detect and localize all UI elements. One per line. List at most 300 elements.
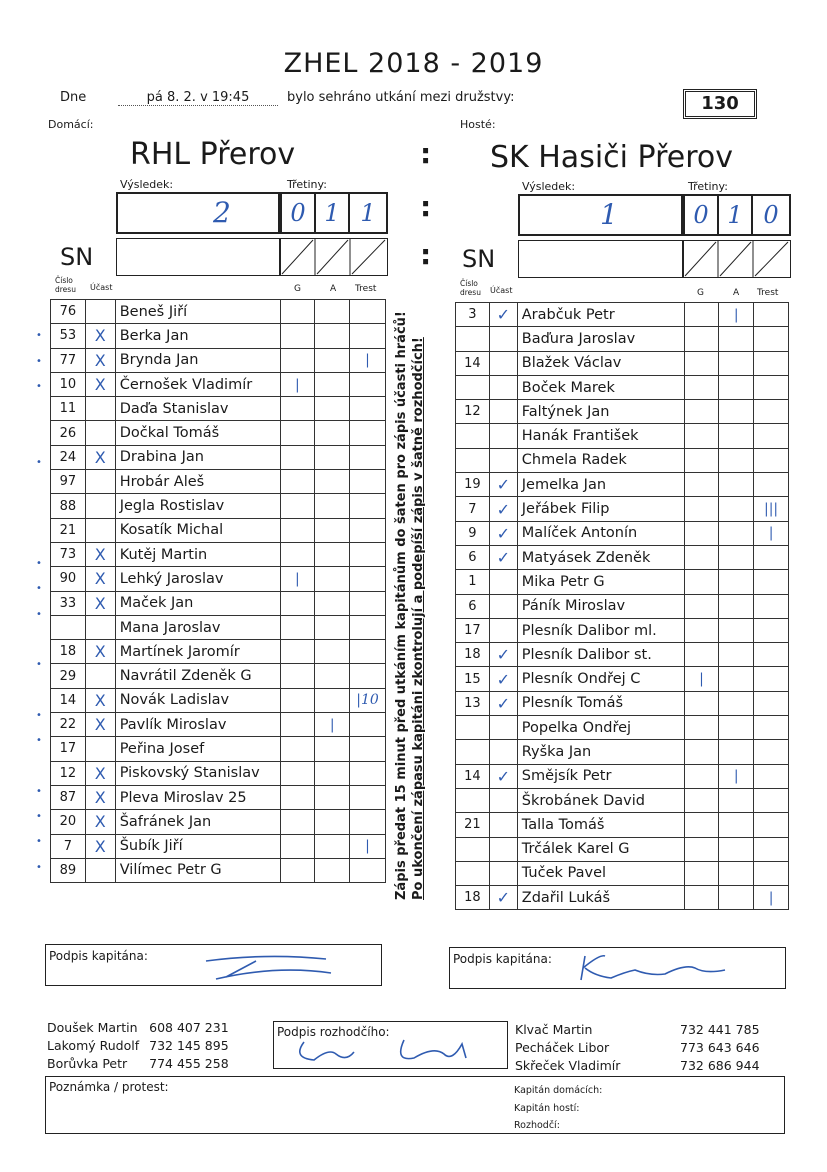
goals-cell[interactable] — [280, 397, 315, 421]
assists-cell[interactable] — [315, 688, 350, 712]
assists-cell[interactable] — [719, 594, 754, 618]
player-name-cell[interactable]: Pleva Miroslav 25 — [115, 785, 280, 809]
assists-cell[interactable] — [719, 400, 754, 424]
jersey-number-cell[interactable]: 18 — [456, 886, 490, 910]
attendance-cell[interactable]: ✓ — [489, 667, 517, 691]
player-name-cell[interactable]: Plesník Ondřej C — [517, 667, 684, 691]
assists-cell[interactable] — [315, 810, 350, 834]
penalty-cell[interactable] — [754, 570, 789, 594]
notes-box[interactable] — [45, 1076, 785, 1134]
player-name-cell[interactable]: Daďa Stanislav — [115, 397, 280, 421]
jersey-number-cell[interactable]: 12 — [456, 400, 490, 424]
penalty-cell[interactable] — [350, 397, 386, 421]
goals-cell[interactable] — [684, 545, 719, 569]
assists-cell[interactable] — [719, 788, 754, 812]
player-name-cell[interactable]: Trčálek Karel G — [517, 837, 684, 861]
penalty-cell[interactable] — [350, 300, 386, 324]
player-name-cell[interactable]: Plesník Dalibor st. — [517, 643, 684, 667]
player-name-cell[interactable]: Černošek Vladimír — [115, 372, 280, 396]
player-name-cell[interactable]: Dočkal Tomáš — [115, 421, 280, 445]
player-name-cell[interactable]: Kutěj Martin — [115, 542, 280, 566]
player-name-cell[interactable]: Berka Jan — [115, 324, 280, 348]
attendance-cell[interactable] — [489, 448, 517, 472]
penalty-cell[interactable] — [350, 785, 386, 809]
attendance-cell[interactable]: ✓ — [489, 545, 517, 569]
penalty-cell[interactable] — [754, 327, 789, 351]
assists-cell[interactable] — [315, 761, 350, 785]
attendance-cell[interactable]: X — [85, 542, 115, 566]
player-name-cell[interactable]: Vilímec Petr G — [115, 858, 280, 882]
jersey-number-cell[interactable]: 11 — [51, 397, 86, 421]
player-name-cell[interactable]: Kosatík Michal — [115, 518, 280, 542]
jersey-number-cell[interactable]: 6 — [456, 545, 490, 569]
goals-cell[interactable] — [684, 351, 719, 375]
jersey-number-cell[interactable]: 17 — [51, 737, 86, 761]
penalty-cell[interactable]: | — [754, 886, 789, 910]
penalty-cell[interactable] — [350, 591, 386, 615]
jersey-number-cell[interactable] — [456, 424, 490, 448]
player-name-cell[interactable]: Páník Miroslav — [517, 594, 684, 618]
jersey-number-cell[interactable]: 29 — [51, 664, 86, 688]
goals-cell[interactable]: | — [684, 667, 719, 691]
attendance-cell[interactable]: X — [85, 785, 115, 809]
attendance-cell[interactable] — [489, 788, 517, 812]
penalty-cell[interactable] — [754, 837, 789, 861]
jersey-number-cell[interactable]: 33 — [51, 591, 86, 615]
attendance-cell[interactable]: X — [85, 810, 115, 834]
goals-cell[interactable] — [684, 521, 719, 545]
assists-cell[interactable] — [719, 861, 754, 885]
attendance-cell[interactable] — [85, 664, 115, 688]
home-captain-signature-box[interactable] — [45, 944, 382, 986]
goals-cell[interactable] — [280, 858, 315, 882]
player-name-cell[interactable]: Beneš Jiří — [115, 300, 280, 324]
penalty-cell[interactable]: | — [350, 348, 386, 372]
penalty-cell[interactable] — [754, 400, 789, 424]
jersey-number-cell[interactable]: 17 — [456, 618, 490, 642]
assists-cell[interactable] — [315, 445, 350, 469]
player-name-cell[interactable]: Šubík Jiří — [115, 834, 280, 858]
player-name-cell[interactable]: Novák Ladislav — [115, 688, 280, 712]
penalty-cell[interactable] — [350, 640, 386, 664]
attendance-cell[interactable] — [489, 861, 517, 885]
assists-cell[interactable] — [719, 545, 754, 569]
goals-cell[interactable] — [684, 448, 719, 472]
jersey-number-cell[interactable]: 10 — [51, 372, 86, 396]
goals-cell[interactable] — [280, 713, 315, 737]
attendance-cell[interactable] — [85, 494, 115, 518]
player-name-cell[interactable]: Zdařil Lukáš — [517, 886, 684, 910]
referee-signature-box[interactable] — [273, 1021, 508, 1069]
jersey-number-cell[interactable]: 22 — [51, 713, 86, 737]
attendance-cell[interactable]: X — [85, 640, 115, 664]
goals-cell[interactable] — [684, 570, 719, 594]
assists-cell[interactable] — [315, 324, 350, 348]
player-name-cell[interactable]: Baďura Jaroslav — [517, 327, 684, 351]
jersey-number-cell[interactable]: 14 — [456, 351, 490, 375]
attendance-cell[interactable] — [489, 570, 517, 594]
goals-cell[interactable]: | — [280, 372, 315, 396]
penalty-cell[interactable]: | — [350, 834, 386, 858]
attendance-cell[interactable]: ✓ — [489, 643, 517, 667]
assists-cell[interactable] — [315, 858, 350, 882]
player-name-cell[interactable]: Jeřábek Filip — [517, 497, 684, 521]
jersey-number-cell[interactable]: 18 — [456, 643, 490, 667]
jersey-number-cell[interactable]: 18 — [51, 640, 86, 664]
penalty-cell[interactable] — [350, 713, 386, 737]
jersey-number-cell[interactable]: 87 — [51, 785, 86, 809]
jersey-number-cell[interactable] — [456, 861, 490, 885]
player-name-cell[interactable]: Mana Jaroslav — [115, 615, 280, 639]
jersey-number-cell[interactable]: 90 — [51, 567, 86, 591]
goals-cell[interactable] — [280, 688, 315, 712]
assists-cell[interactable] — [315, 300, 350, 324]
jersey-number-cell[interactable] — [456, 837, 490, 861]
player-name-cell[interactable]: Škrobánek David — [517, 788, 684, 812]
attendance-cell[interactable]: X — [85, 834, 115, 858]
assists-cell[interactable]: | — [719, 303, 754, 327]
goals-cell[interactable] — [684, 303, 719, 327]
attendance-cell[interactable]: X — [85, 348, 115, 372]
penalty-cell[interactable] — [350, 737, 386, 761]
assists-cell[interactable] — [315, 785, 350, 809]
player-name-cell[interactable]: Maček Jan — [115, 591, 280, 615]
goals-cell[interactable] — [684, 691, 719, 715]
penalty-cell[interactable] — [350, 470, 386, 494]
goals-cell[interactable] — [280, 324, 315, 348]
player-name-cell[interactable]: Mika Petr G — [517, 570, 684, 594]
player-name-cell[interactable]: Plesník Dalibor ml. — [517, 618, 684, 642]
away-captain-signature-box[interactable] — [449, 947, 786, 989]
player-name-cell[interactable]: Matyásek Zdeněk — [517, 545, 684, 569]
assists-cell[interactable] — [719, 837, 754, 861]
goals-cell[interactable] — [280, 785, 315, 809]
penalty-cell[interactable] — [350, 567, 386, 591]
assists-cell[interactable] — [315, 591, 350, 615]
jersey-number-cell[interactable] — [456, 716, 490, 740]
assists-cell[interactable] — [719, 691, 754, 715]
away-period-1-value: 0 — [693, 201, 709, 229]
assists-cell[interactable] — [315, 397, 350, 421]
jersey-number-cell[interactable]: 3 — [456, 303, 490, 327]
attendance-cell[interactable] — [489, 351, 517, 375]
goals-cell[interactable] — [280, 470, 315, 494]
attendance-cell[interactable] — [85, 858, 115, 882]
penalty-cell[interactable] — [754, 351, 789, 375]
penalty-cell[interactable] — [350, 445, 386, 469]
assists-cell[interactable] — [315, 372, 350, 396]
goals-cell[interactable] — [684, 813, 719, 837]
penalty-cell[interactable] — [350, 324, 386, 348]
player-name-cell[interactable]: Hrobár Aleš — [115, 470, 280, 494]
attendance-cell[interactable] — [85, 300, 115, 324]
goals-cell[interactable] — [684, 594, 719, 618]
attendance-cell[interactable]: X — [85, 688, 115, 712]
jersey-number-cell[interactable]: 76 — [51, 300, 86, 324]
jersey-number-cell[interactable]: 77 — [51, 348, 86, 372]
assists-cell[interactable] — [719, 740, 754, 764]
player-name-cell[interactable]: Martínek Jaromír — [115, 640, 280, 664]
goals-cell[interactable] — [684, 837, 719, 861]
player-name-cell[interactable]: Blažek Václav — [517, 351, 684, 375]
goals-cell[interactable] — [280, 445, 315, 469]
penalty-cell[interactable] — [754, 473, 789, 497]
penalty-cell[interactable] — [754, 424, 789, 448]
goals-cell[interactable] — [684, 643, 719, 667]
attendance-cell[interactable]: X — [85, 713, 115, 737]
attendance-dot-mark: • — [36, 583, 42, 595]
assists-cell[interactable] — [719, 424, 754, 448]
jersey-number-cell[interactable]: 89 — [51, 858, 86, 882]
jersey-number-cell[interactable]: 97 — [51, 470, 86, 494]
jersey-number-cell[interactable] — [456, 327, 490, 351]
penalty-cell[interactable] — [754, 667, 789, 691]
assists-cell[interactable] — [719, 643, 754, 667]
goals-cell[interactable] — [280, 834, 315, 858]
penalty-cell[interactable]: | — [754, 521, 789, 545]
player-name-cell[interactable]: Popelka Ondřej — [517, 716, 684, 740]
goals-cell[interactable] — [280, 300, 315, 324]
assists-cell[interactable] — [315, 640, 350, 664]
assists-cell[interactable] — [719, 351, 754, 375]
goals-cell[interactable] — [684, 618, 719, 642]
assists-cell[interactable] — [315, 518, 350, 542]
goals-cell[interactable] — [280, 761, 315, 785]
penalty-cell[interactable] — [754, 691, 789, 715]
jersey-number-cell[interactable] — [51, 615, 86, 639]
jersey-number-cell[interactable]: 15 — [456, 667, 490, 691]
jersey-number-cell[interactable]: 21 — [456, 813, 490, 837]
goals-cell[interactable] — [280, 664, 315, 688]
jersey-number-cell[interactable]: 73 — [51, 542, 86, 566]
attendance-cell[interactable] — [489, 400, 517, 424]
jersey-number-cell[interactable]: 1 — [456, 570, 490, 594]
player-name-cell[interactable]: Ryška Jan — [517, 740, 684, 764]
goals-cell[interactable] — [280, 640, 315, 664]
jersey-number-cell[interactable]: 88 — [51, 494, 86, 518]
goals-cell[interactable] — [280, 542, 315, 566]
attendance-cell[interactable] — [85, 470, 115, 494]
jersey-number-cell[interactable]: 14 — [456, 764, 490, 788]
goals-cell[interactable] — [280, 494, 315, 518]
goals-cell[interactable] — [280, 518, 315, 542]
penalty-cell[interactable] — [350, 664, 386, 688]
jersey-number-cell[interactable]: 21 — [51, 518, 86, 542]
penalty-cell[interactable] — [350, 372, 386, 396]
penalty-cell[interactable]: ||| — [754, 497, 789, 521]
attendance-cell[interactable]: X — [85, 567, 115, 591]
assists-cell[interactable] — [719, 521, 754, 545]
player-name-cell[interactable]: Piskovský Stanislav — [115, 761, 280, 785]
assists-cell[interactable] — [315, 567, 350, 591]
penalty-cell[interactable] — [350, 858, 386, 882]
penalty-cell[interactable] — [350, 615, 386, 639]
player-name-cell[interactable]: Tuček Pavel — [517, 861, 684, 885]
assists-cell[interactable] — [315, 470, 350, 494]
goals-cell[interactable] — [280, 810, 315, 834]
jersey-number-cell[interactable] — [456, 375, 490, 399]
attendance-cell[interactable]: ✓ — [489, 521, 517, 545]
jersey-number-cell[interactable]: 26 — [51, 421, 86, 445]
penalty-cell[interactable] — [754, 545, 789, 569]
penalty-cell[interactable] — [350, 810, 386, 834]
attendance-cell[interactable]: X — [85, 372, 115, 396]
player-name-cell[interactable]: Boček Marek — [517, 375, 684, 399]
goals-cell[interactable] — [684, 886, 719, 910]
assists-cell[interactable] — [719, 813, 754, 837]
player-name-cell[interactable]: Peřina Josef — [115, 737, 280, 761]
jersey-number-cell[interactable] — [456, 448, 490, 472]
penalty-cell[interactable] — [754, 861, 789, 885]
goals-cell[interactable]: | — [280, 567, 315, 591]
goals-cell[interactable] — [280, 615, 315, 639]
jersey-number-cell[interactable]: 53 — [51, 324, 86, 348]
goals-cell[interactable] — [684, 424, 719, 448]
assists-cell[interactable] — [719, 618, 754, 642]
goals-cell[interactable] — [684, 788, 719, 812]
penalty-cell[interactable]: |10 — [350, 688, 386, 712]
attendance-cell[interactable]: ✓ — [489, 764, 517, 788]
attendance-cell[interactable] — [489, 375, 517, 399]
player-name-cell[interactable]: Jemelka Jan — [517, 473, 684, 497]
attendance-cell[interactable] — [489, 740, 517, 764]
penalty-cell[interactable] — [754, 643, 789, 667]
attendance-cell[interactable] — [85, 397, 115, 421]
assists-cell[interactable] — [315, 348, 350, 372]
penalty-cell[interactable] — [350, 542, 386, 566]
penalty-cell[interactable] — [754, 375, 789, 399]
goals-cell[interactable] — [280, 737, 315, 761]
attendance-cell[interactable] — [489, 594, 517, 618]
player-name-cell[interactable]: Talla Tomáš — [517, 813, 684, 837]
jersey-number-cell[interactable]: 6 — [456, 594, 490, 618]
goals-cell[interactable] — [684, 716, 719, 740]
jersey-number-cell[interactable]: 7 — [51, 834, 86, 858]
assists-cell[interactable]: | — [315, 713, 350, 737]
assists-cell[interactable] — [315, 664, 350, 688]
goals-cell[interactable] — [280, 421, 315, 445]
assists-cell[interactable] — [315, 737, 350, 761]
player-name-cell[interactable]: Faltýnek Jan — [517, 400, 684, 424]
penalty-cell[interactable] — [350, 494, 386, 518]
player-name-cell[interactable]: Šafránek Jan — [115, 810, 280, 834]
assists-cell[interactable] — [719, 497, 754, 521]
attendance-cell[interactable] — [489, 813, 517, 837]
player-name-cell[interactable]: Chmela Radek — [517, 448, 684, 472]
penalty-cell[interactable] — [350, 761, 386, 785]
assists-cell[interactable] — [719, 667, 754, 691]
attendance-cell[interactable] — [489, 837, 517, 861]
attendance-cell[interactable] — [489, 327, 517, 351]
attendance-cell[interactable] — [85, 421, 115, 445]
goals-cell[interactable] — [684, 400, 719, 424]
assists-cell[interactable] — [719, 716, 754, 740]
goals-cell[interactable] — [684, 497, 719, 521]
jersey-number-cell[interactable]: 20 — [51, 810, 86, 834]
attendance-cell[interactable] — [85, 518, 115, 542]
goals-cell[interactable] — [684, 740, 719, 764]
penalty-cell[interactable] — [754, 594, 789, 618]
player-name-cell[interactable]: Jegla Rostislav — [115, 494, 280, 518]
penalty-cell[interactable] — [350, 421, 386, 445]
attendance-cell[interactable] — [489, 424, 517, 448]
player-name-cell[interactable]: Pavlík Miroslav — [115, 713, 280, 737]
jersey-number-cell[interactable]: 14 — [51, 688, 86, 712]
jersey-number-cell[interactable]: 13 — [456, 691, 490, 715]
penalty-cell[interactable] — [754, 813, 789, 837]
attendance-cell[interactable]: ✓ — [489, 691, 517, 715]
jersey-number-cell[interactable]: 7 — [456, 497, 490, 521]
assists-cell[interactable] — [719, 473, 754, 497]
penalty-cell[interactable] — [754, 740, 789, 764]
assists-cell[interactable] — [719, 886, 754, 910]
player-name-cell[interactable]: Hanák František — [517, 424, 684, 448]
jersey-number-cell[interactable] — [456, 740, 490, 764]
attendance-cell[interactable] — [85, 615, 115, 639]
penalty-cell[interactable] — [754, 618, 789, 642]
player-name-cell[interactable]: Lehký Jaroslav — [115, 567, 280, 591]
penalty-cell[interactable] — [754, 448, 789, 472]
player-name-cell[interactable]: Plesník Tomáš — [517, 691, 684, 715]
attendance-cell[interactable]: X — [85, 445, 115, 469]
penalty-cell[interactable] — [754, 764, 789, 788]
attendance-cell[interactable]: X — [85, 591, 115, 615]
assists-cell[interactable] — [315, 494, 350, 518]
penalty-cell[interactable] — [754, 716, 789, 740]
assists-cell[interactable] — [719, 327, 754, 351]
penalty-cell[interactable] — [754, 788, 789, 812]
attendance-cell[interactable] — [489, 716, 517, 740]
attendance-cell[interactable] — [85, 737, 115, 761]
attendance-cell[interactable]: ✓ — [489, 303, 517, 327]
penalty-cell[interactable] — [754, 303, 789, 327]
goals-cell[interactable] — [684, 764, 719, 788]
assists-cell[interactable] — [315, 421, 350, 445]
attendance-cell[interactable]: X — [85, 761, 115, 785]
jersey-number-cell[interactable] — [456, 788, 490, 812]
attendance-cell[interactable] — [489, 618, 517, 642]
player-name-cell[interactable]: Arabčuk Petr — [517, 303, 684, 327]
attendance-cell[interactable]: ✓ — [489, 497, 517, 521]
assists-cell[interactable] — [315, 542, 350, 566]
player-name-cell[interactable]: Smějsík Petr — [517, 764, 684, 788]
goals-cell[interactable] — [280, 348, 315, 372]
goals-cell[interactable] — [280, 591, 315, 615]
goals-cell[interactable] — [684, 473, 719, 497]
jersey-number-cell[interactable]: 19 — [456, 473, 490, 497]
player-name-cell[interactable]: Navrátil Zdeněk G — [115, 664, 280, 688]
assists-cell[interactable] — [719, 448, 754, 472]
attendance-cell[interactable]: X — [85, 324, 115, 348]
attendance-cell[interactable]: ✓ — [489, 473, 517, 497]
goals-cell[interactable] — [684, 861, 719, 885]
assists-cell[interactable] — [315, 615, 350, 639]
jersey-number-cell[interactable]: 12 — [51, 761, 86, 785]
assists-cell[interactable] — [315, 834, 350, 858]
goals-cell[interactable] — [684, 327, 719, 351]
jersey-number-cell[interactable]: 9 — [456, 521, 490, 545]
penalty-cell[interactable] — [350, 518, 386, 542]
jersey-number-cell[interactable]: 24 — [51, 445, 86, 469]
attendance-cell[interactable]: ✓ — [489, 886, 517, 910]
goals-cell[interactable] — [684, 375, 719, 399]
player-name-cell[interactable]: Drabina Jan — [115, 445, 280, 469]
player-name-cell[interactable]: Malíček Antonín — [517, 521, 684, 545]
assists-cell[interactable]: | — [719, 764, 754, 788]
player-name-cell[interactable]: Brynda Jan — [115, 348, 280, 372]
assists-cell[interactable] — [719, 375, 754, 399]
assists-cell[interactable] — [719, 570, 754, 594]
